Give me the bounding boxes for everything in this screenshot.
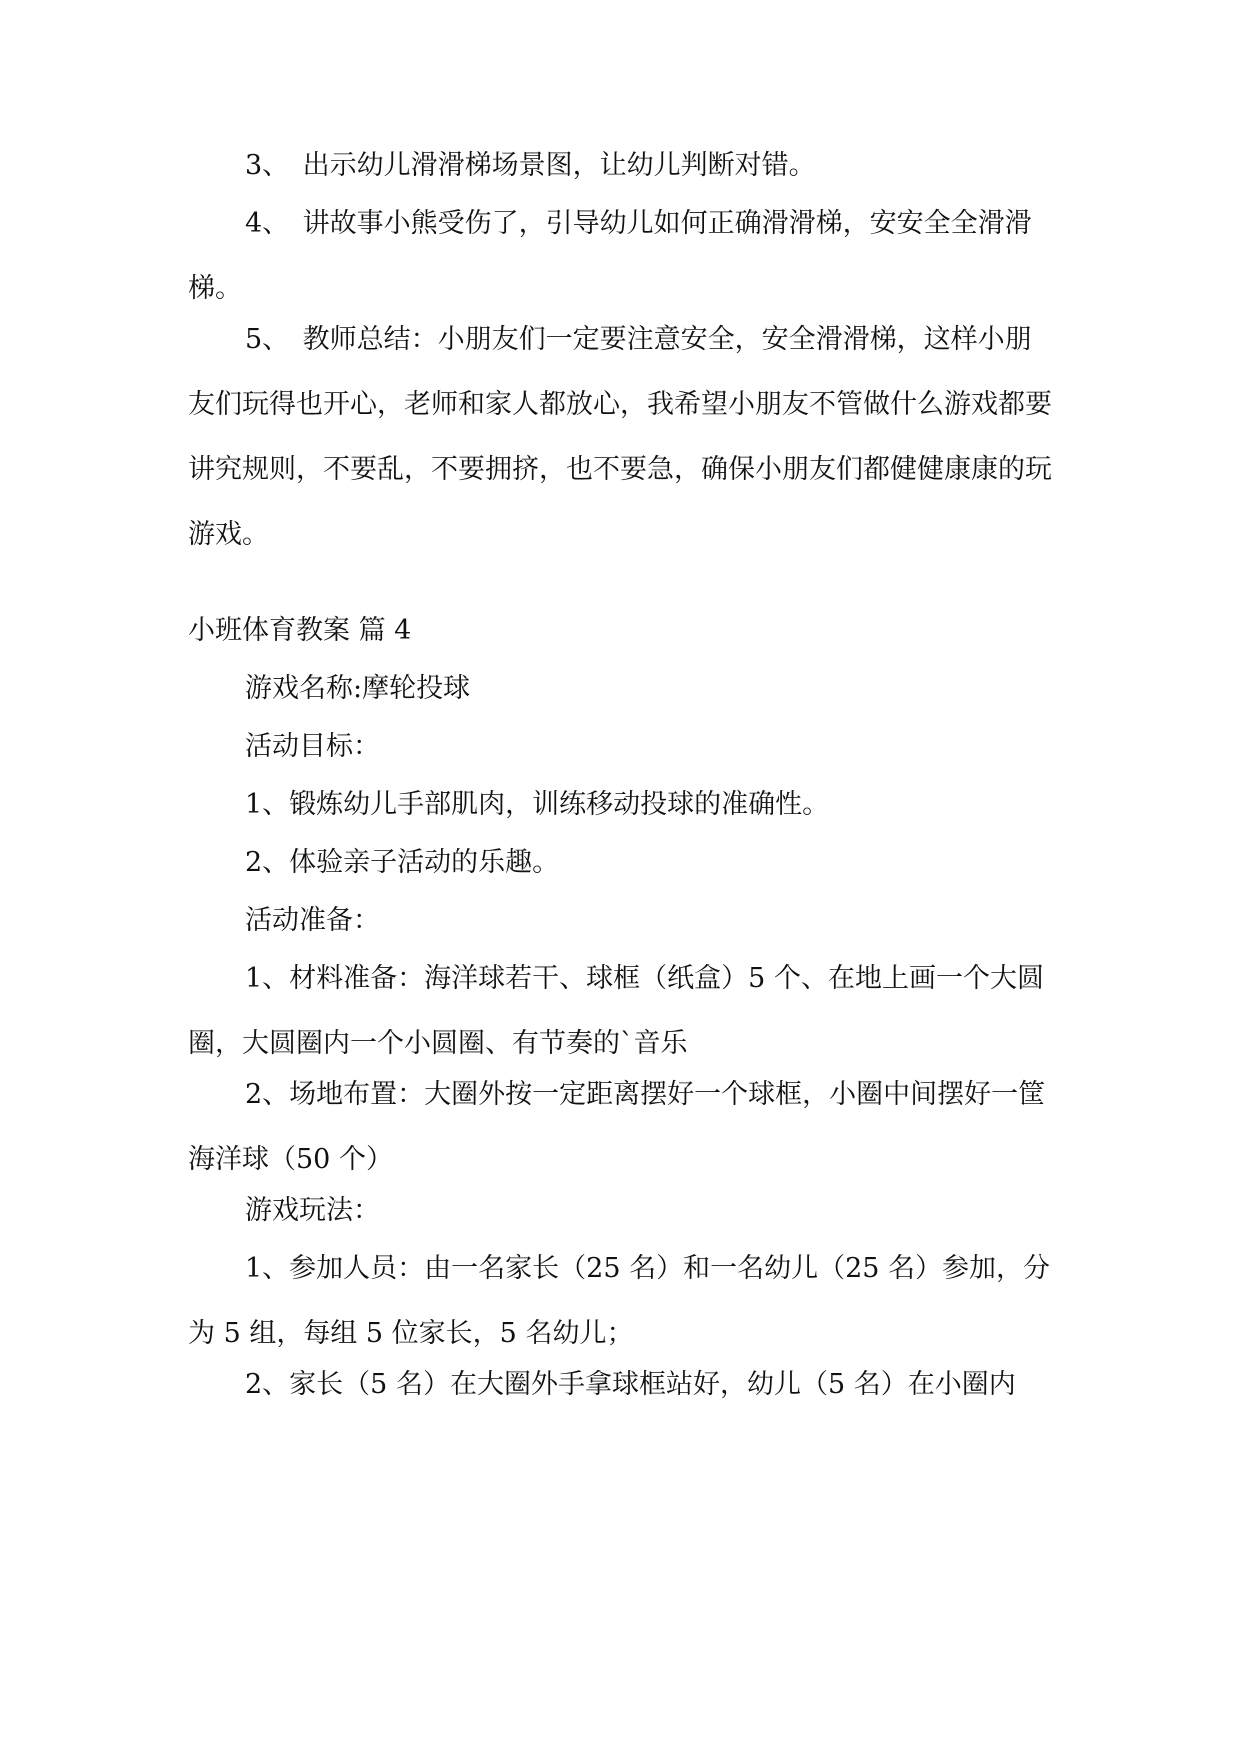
paragraph-step-4: 4、 讲故事小熊受伤了，引导幼儿如何正确滑滑梯，安安全全滑滑梯。 [188, 208, 1032, 304]
paragraph-step-3: 3、 出示幼儿滑滑梯场景图，让幼儿判断对错。 [245, 150, 816, 181]
paragraph-step-5: 5、 教师总结：小朋友们一定要注意安全，安全滑滑梯，这样小朋友们玩得也开心，老师和家人都放心，我希望小朋友不管做什么游戏都要讲究规则，不要乱，不要拥挤，也不要急，确保小朋友们都健健康康的玩游戏。 [188, 324, 1052, 550]
paragraph-play-2: 2、家长（5 名）在大圈外手拿球框站好，幼儿（5 名）在小圈内 [245, 1369, 1016, 1400]
paragraph-play-1: 1、参加人员：由一名家长（25 名）和一名幼儿（25 名）参加，分为 5 组，每组 5 位家长，5 名幼儿； [188, 1253, 1051, 1349]
paragraph-play-title: 游戏玩法： [245, 1195, 380, 1226]
paragraph-prep-title: 活动准备： [245, 905, 380, 936]
section-heading: 小班体育教案 篇 4 [188, 615, 412, 646]
paragraph-prep-1: 1、材料准备：海洋球若干、球框（纸盒）5 个、在地上画一个大圆圈，大圆圈内一个小圆圈、有节奏的`音乐 [188, 963, 1044, 1059]
paragraph-goal-1: 1、锻炼幼儿手部肌肉，训练移动投球的准确性。 [245, 789, 830, 820]
paragraph-goal-title: 活动目标： [245, 731, 380, 762]
paragraph-prep-2: 2、场地布置：大圈外按一定距离摆好一个球框，小圈中间摆好一筐海洋球（50 个） [188, 1079, 1046, 1175]
paragraph-game-name: 游戏名称:摩轮投球 [245, 673, 471, 704]
paragraph-goal-2: 2、体验亲子活动的乐趣。 [245, 847, 560, 878]
